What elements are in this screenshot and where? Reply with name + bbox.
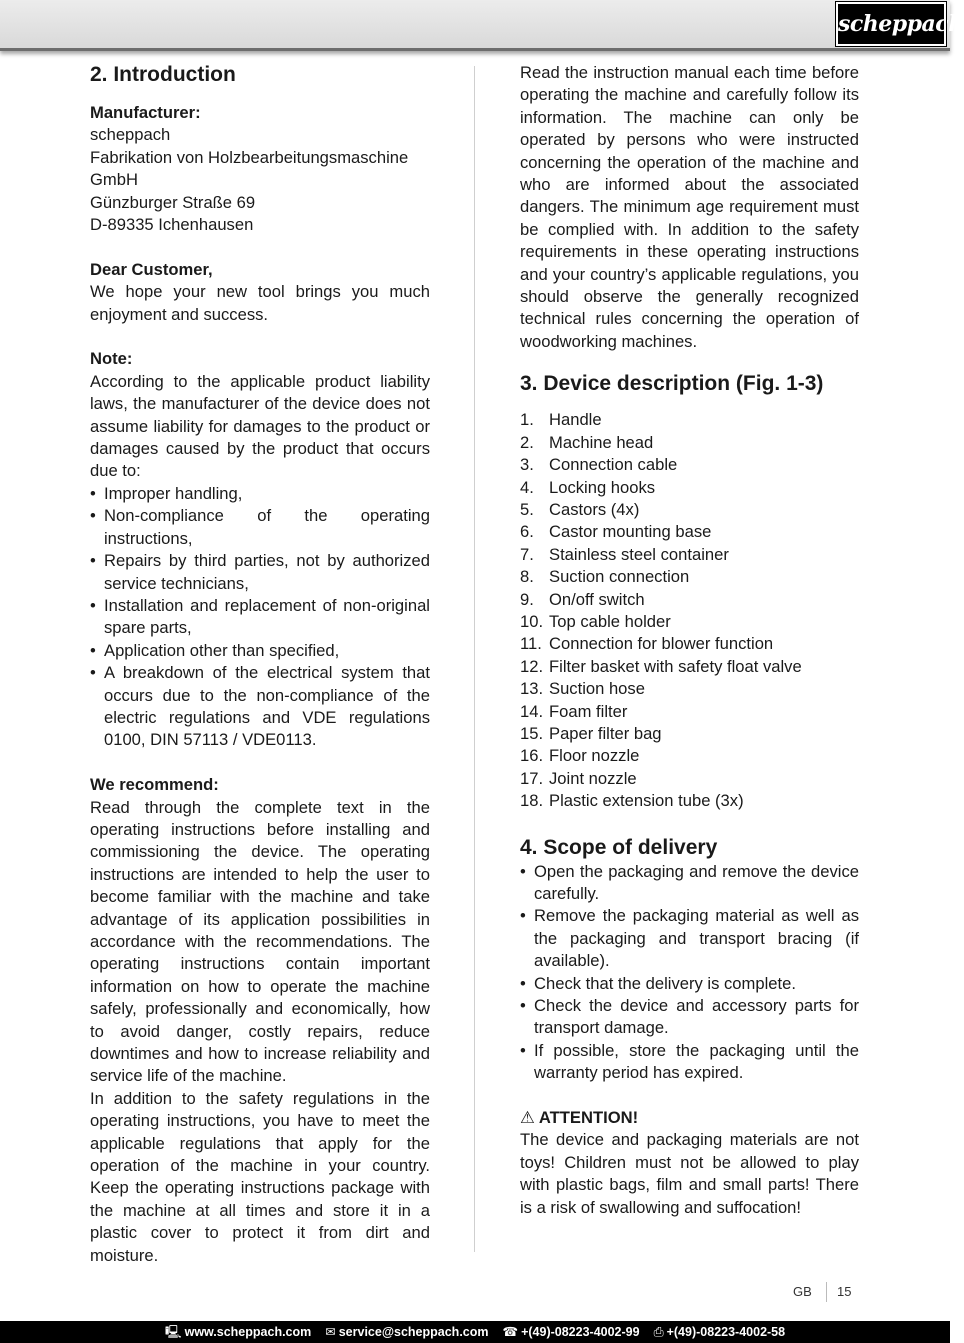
- manufacturer-company: Fabrikation von Holzbearbeitungsmaschine GmbH: [90, 147, 409, 190]
- list-item: [520, 745, 859, 767]
- part-label: On/off switch: [549, 589, 645, 609]
- part-label: Handle: [549, 410, 602, 430]
- part-number: 2.: [520, 432, 534, 452]
- part-label: Filter basket with safety float valve: [549, 656, 802, 676]
- list-item: [520, 454, 859, 476]
- list-item: • Application other than specified,: [90, 640, 430, 662]
- scope-of-delivery-heading: 4. Scope of delivery: [520, 835, 718, 859]
- part-number: 14.: [520, 701, 544, 721]
- dear-customer-text: We hope your new tool brings you much enjoyment and success.: [90, 282, 430, 324]
- footer-separator: [826, 1282, 827, 1302]
- list-item: [520, 678, 859, 700]
- phone-icon: ☎: [502, 1325, 519, 1339]
- recommend-paragraph-2: In addition to the safety regulations in the operating instructions, you have to meet the applicable regulations that apply for the operation of the machine in your country. Keep the operating instructions package with the machine at all times and store it in a plastic cover to protect it from dirt and moisture.: [90, 1088, 430, 1265]
- mail-icon: ✉: [325, 1325, 336, 1339]
- part-label: Connection for blower function: [549, 634, 774, 654]
- list-item: • Check that the delivery is complete.: [520, 973, 859, 995]
- list-item: [520, 499, 859, 521]
- website-link[interactable]: www.scheppach.com: [184, 1325, 312, 1339]
- fax-icon: ⎙: [653, 1325, 664, 1339]
- part-number: 6.: [520, 522, 534, 542]
- part-label: Suction connection: [549, 567, 690, 587]
- part-number: 3.: [520, 455, 534, 475]
- list-item: [520, 589, 859, 611]
- part-number: 15.: [520, 723, 544, 743]
- list-item: • Remove the packaging material as well as the packaging and transport bracing (if available).: [520, 905, 859, 972]
- list-item: • Non-compliance of the operating instructions,: [90, 505, 430, 550]
- part-number: 9.: [520, 589, 534, 609]
- list-item: [520, 633, 859, 655]
- part-label: Machine head: [549, 432, 654, 452]
- scope-list: [520, 861, 859, 1085]
- note-label: Note:: [90, 349, 133, 369]
- list-item: • Repairs by third parties, not by authorized service technicians,: [90, 550, 430, 595]
- part-label: Castors (4x): [549, 499, 640, 519]
- dear-customer-label: Dear Customer,: [90, 259, 213, 279]
- part-number: 1.: [520, 410, 534, 430]
- parts-list: [520, 409, 859, 812]
- attention-text: The device and packaging materials are not toys! Children must not be allowed to play with plastic bags, film and small parts! There is a risk of swallowing and suffocation!: [520, 1130, 859, 1217]
- list-item: [520, 432, 859, 454]
- header-bar: [0, 0, 964, 51]
- scheppach-logo: scheppach: [836, 2, 946, 46]
- part-number: 8.: [520, 567, 534, 587]
- list-item: [520, 521, 859, 543]
- warning-triangle-icon: ⚠: [520, 1108, 535, 1128]
- part-number: 18.: [520, 791, 544, 811]
- part-label: Plastic extension tube (3x): [549, 791, 744, 811]
- page-footer: [760, 1282, 860, 1302]
- list-item: [520, 701, 859, 723]
- list-item: [520, 611, 859, 633]
- device-description-heading: 3. Device description (Fig. 1-3): [520, 372, 824, 396]
- part-label: Stainless steel container: [549, 544, 729, 564]
- computer-icon: 🖳: [164, 1325, 182, 1339]
- part-label: Connection cable: [549, 455, 678, 475]
- list-item: [520, 409, 859, 431]
- attention-label: [520, 1107, 859, 1129]
- list-item: • Open the packaging and remove the device carefully.: [520, 861, 859, 906]
- list-item: [520, 566, 859, 588]
- list-item: [520, 477, 859, 499]
- manufacturer-city: D-89335 Ichenhausen: [90, 215, 254, 235]
- page-number: 15: [837, 1284, 852, 1299]
- attention-label-text: ATTENTION!: [538, 1108, 639, 1128]
- part-number: 10.: [520, 611, 544, 631]
- list-item: • A breakdown of the electrical system that occurs due to the non-compliance of the electric regulations and VDE regulations 0100, DIN 57113 / VDE0113.: [90, 662, 430, 752]
- part-number: 4.: [520, 477, 534, 497]
- left-column: [90, 62, 430, 1267]
- part-number: 11.: [520, 634, 542, 654]
- part-number: 7.: [520, 544, 534, 564]
- column-divider: [474, 66, 475, 1252]
- part-label: Castor mounting base: [549, 522, 712, 542]
- part-label: Suction hose: [549, 679, 645, 699]
- recommend-label: We recommend:: [90, 775, 219, 795]
- note-list: [90, 483, 430, 752]
- note-text: According to the applicable product liability laws, the manufacturer of the device does not assume liability for damages to the product or damages caused by the product that occurs due to:: [90, 371, 430, 481]
- introduction-heading: 2. Introduction: [90, 63, 236, 86]
- list-item: [520, 656, 859, 678]
- list-item: [520, 790, 859, 812]
- manufacturer-label: Manufacturer:: [90, 103, 201, 122]
- phone-contact: [503, 1321, 640, 1343]
- instruction-intro-text: Read the instruction manual each time before operating the machine and carefully follow its information. The machine can only be operated by persons who were instructed concerning the operation of the machine and who are informed about the associated dangers. The minimum age requirement must be complied with. In addition to the safety requirements in these operating instructions and your country’s applicable regulations, you should observe the generally recognized technical rules concerning the operation of woodworking machines.: [520, 63, 859, 351]
- right-column: [520, 62, 859, 1219]
- phone-number: +(49)-08223-4002-99: [521, 1325, 640, 1339]
- list-item: • Installation and replacement of non-original spare parts,: [90, 595, 430, 640]
- part-label: Locking hooks: [549, 477, 656, 497]
- part-number: 13.: [520, 679, 544, 699]
- part-label: Floor nozzle: [549, 746, 640, 766]
- language-code: GB: [793, 1284, 812, 1299]
- fax-number: +(49)-08223-4002-58: [666, 1325, 786, 1339]
- list-item: • Check the device and accessory parts for transport damage.: [520, 995, 859, 1040]
- list-item: • If possible, store the packaging until the warranty period has expired.: [520, 1040, 859, 1085]
- part-label: Paper filter bag: [549, 723, 662, 743]
- part-number: 5.: [520, 499, 534, 519]
- email-contact: [325, 1321, 488, 1343]
- list-item: [520, 768, 859, 790]
- manufacturer-street: Günzburger Straße 69: [90, 192, 256, 212]
- manufacturer-name: scheppach: [90, 125, 171, 145]
- recommend-paragraph-1: Read through the complete text in the operating instructions before installing and commissioning the device. The operating instructions are intended to help the user to become familiar with the machine and take advantage of its application possibilities in accordance with the recommendations. The operating instructions contain important information on how to operate the machine safely, professionally and economically, how to avoid danger, costly repairs, reduce downtimes and how to increase reliability and service life of the machine.: [90, 797, 430, 1086]
- contact-bar: [0, 1321, 950, 1343]
- part-label: Foam filter: [549, 701, 628, 721]
- list-item: • Improper handling,: [90, 483, 430, 505]
- part-label: Joint nozzle: [549, 768, 637, 788]
- part-label: Top cable holder: [549, 611, 671, 631]
- part-number: 17.: [520, 768, 544, 788]
- part-number: 16.: [520, 746, 544, 766]
- part-number: 12.: [520, 656, 544, 676]
- email-link[interactable]: service@scheppach.com: [338, 1325, 489, 1339]
- list-item: [520, 723, 859, 745]
- list-item: [520, 544, 859, 566]
- website-contact: [165, 1321, 311, 1343]
- fax-contact: [654, 1321, 786, 1343]
